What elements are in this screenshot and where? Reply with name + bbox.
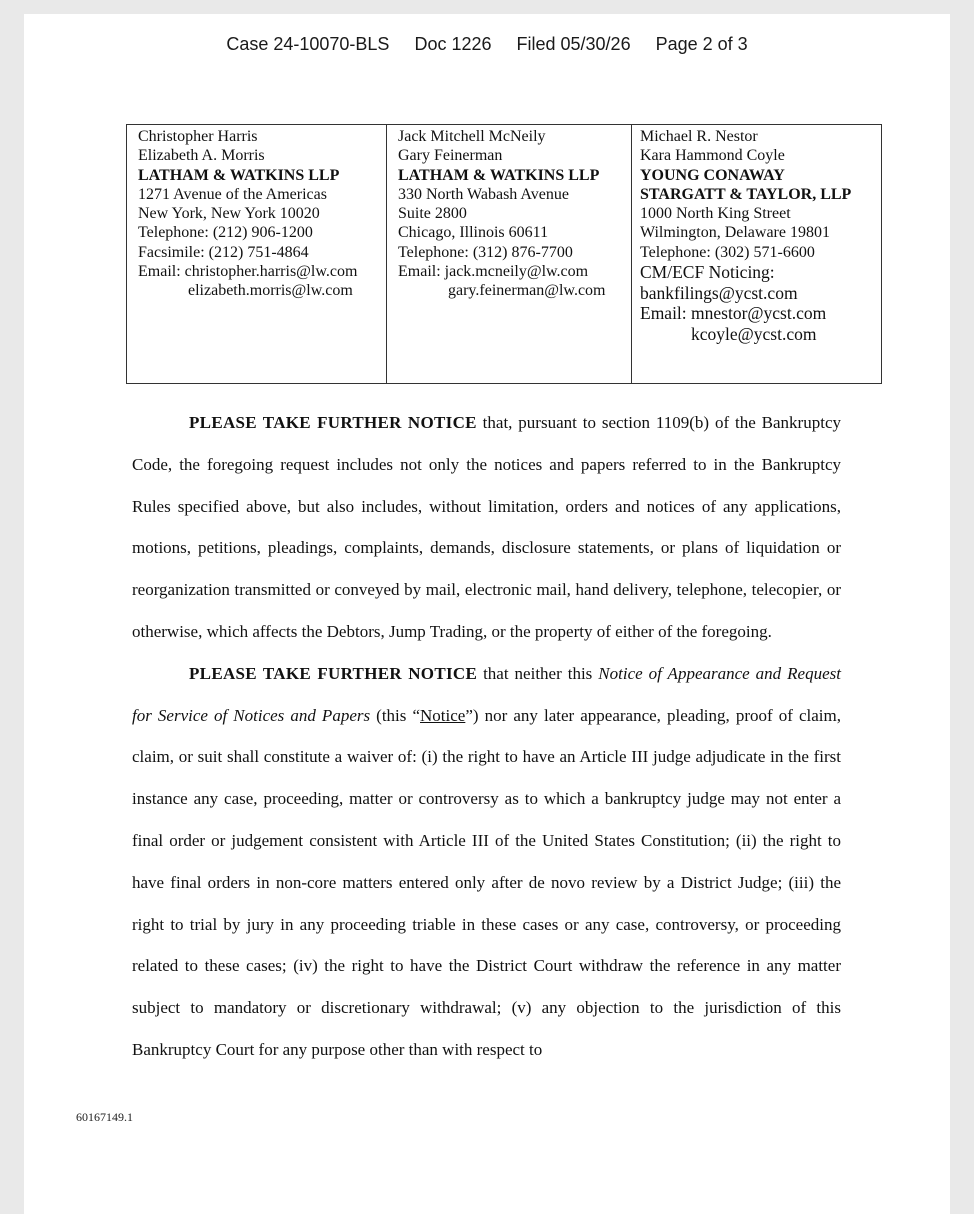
firm-name: YOUNG CONAWAY — [640, 166, 785, 184]
counsel-block-young-conaway — [631, 125, 881, 383]
bold-lead: PLEASE TAKE FURTHER NOTICE — [189, 663, 478, 683]
paragraph-no-waiver — [132, 653, 841, 1071]
italic-document-title: Notice of Appearance and Request for Service of Notices and Papers — [132, 663, 841, 725]
address-line: Wilmington, Delaware 19801 — [640, 224, 830, 242]
paragraph-text: ”) nor any later appearance, pleading, proof of claim, claim, or suit shall constitute a waiver of: (i) the right to have an Article III judge adjudicate in the first instance any case, proceeding, matter or controversy as to which a bankruptcy judge may not enter a final order or judgement consistent with Article III of the United States Constitution; (ii) the right to have final orders in non-core matters entered only after de novo review by a District Judge; (iii) the right to trial by jury in any proceeding triable in these cases or any case, controversy, or proceeding related to these cases; (iv) the right to have the District Court withdraw the reference in any matter subject to mandatory or discretionary withdrawal; (v) any objection to the jurisdiction of this Bankruptcy Court for any purpose other than with respect to — [132, 705, 841, 1059]
email-line: kcoyle@ycst.com — [691, 323, 817, 344]
telephone: Telephone: (302) 571-6600 — [640, 243, 815, 261]
telephone: Telephone: (212) 906-1200 — [138, 224, 313, 242]
address-line: Suite 2800 — [398, 205, 467, 223]
cmecf-label: CM/ECF Noticing: — [640, 262, 775, 283]
counsel-block-latham-ny — [127, 125, 386, 383]
attorney-name: Elizabeth A. Morris — [138, 147, 265, 165]
firm-name: LATHAM & WATKINS LLP — [398, 166, 600, 184]
notice-body — [132, 402, 841, 1071]
paragraph-1109b — [132, 402, 841, 653]
email-line: gary.feinerman@lw.com — [448, 282, 606, 300]
email-line: Email: mnestor@ycst.com — [640, 303, 827, 324]
telephone: Telephone: (312) 876-7700 — [398, 243, 573, 261]
firm-name: LATHAM & WATKINS LLP — [138, 166, 340, 184]
email-line: bankfilings@ycst.com — [640, 282, 798, 303]
attorney-name: Christopher Harris — [138, 128, 258, 145]
facsimile: Facsimile: (212) 751-4864 — [138, 243, 309, 261]
email-line: Email: christopher.harris@lw.com — [138, 263, 358, 281]
document-page — [24, 14, 950, 1214]
address-line: 330 North Wabash Avenue — [398, 185, 569, 203]
attorney-name: Kara Hammond Coyle — [640, 147, 785, 165]
paragraph-text: (this “ — [370, 705, 421, 725]
counsel-signature-table — [126, 124, 882, 384]
address-line: 1000 North King Street — [640, 205, 791, 223]
address-line: New York, New York 10020 — [138, 205, 320, 223]
email-line: Email: jack.mcneily@lw.com — [398, 263, 589, 281]
bold-lead: PLEASE TAKE FURTHER NOTICE — [189, 413, 477, 432]
document-id: 60167149.1 — [76, 1110, 133, 1124]
paragraph-text: that, pursuant to section 1109(b) of the Bankruptcy Code, the foregoing request includes not only the notices and papers referred to in the Bankruptcy Rules specified above, but also includes, without limitation, orders and notices of any applications, motions, petitions, pleadings, complaints, demands, disclosure statements, or plans of liquidation or reorganization transmitted or conveyed by mail, electronic mail, hand delivery, telephone, telecopier, or otherwise, which affects the Debtors, Jump Trading, or the property of either of the foregoing. — [132, 413, 841, 641]
counsel-block-latham-chicago — [386, 125, 631, 383]
email-line: elizabeth.morris@lw.com — [188, 282, 353, 300]
defined-term: Notice — [420, 705, 466, 725]
attorney-name: Jack Mitchell McNeily — [398, 128, 546, 145]
case-header: Case 24-10070-BLS Doc 1226 Filed 05/30/26 Page 2 of 3 — [226, 34, 748, 54]
paragraph-text: that neither this — [477, 663, 599, 683]
address-line: Chicago, Illinois 60611 — [398, 224, 549, 242]
firm-name: STARGATT & TAYLOR, LLP — [640, 185, 852, 203]
attorney-name: Michael R. Nestor — [640, 128, 758, 145]
attorney-name: Gary Feinerman — [398, 147, 503, 165]
address-line: 1271 Avenue of the Americas — [138, 185, 327, 203]
